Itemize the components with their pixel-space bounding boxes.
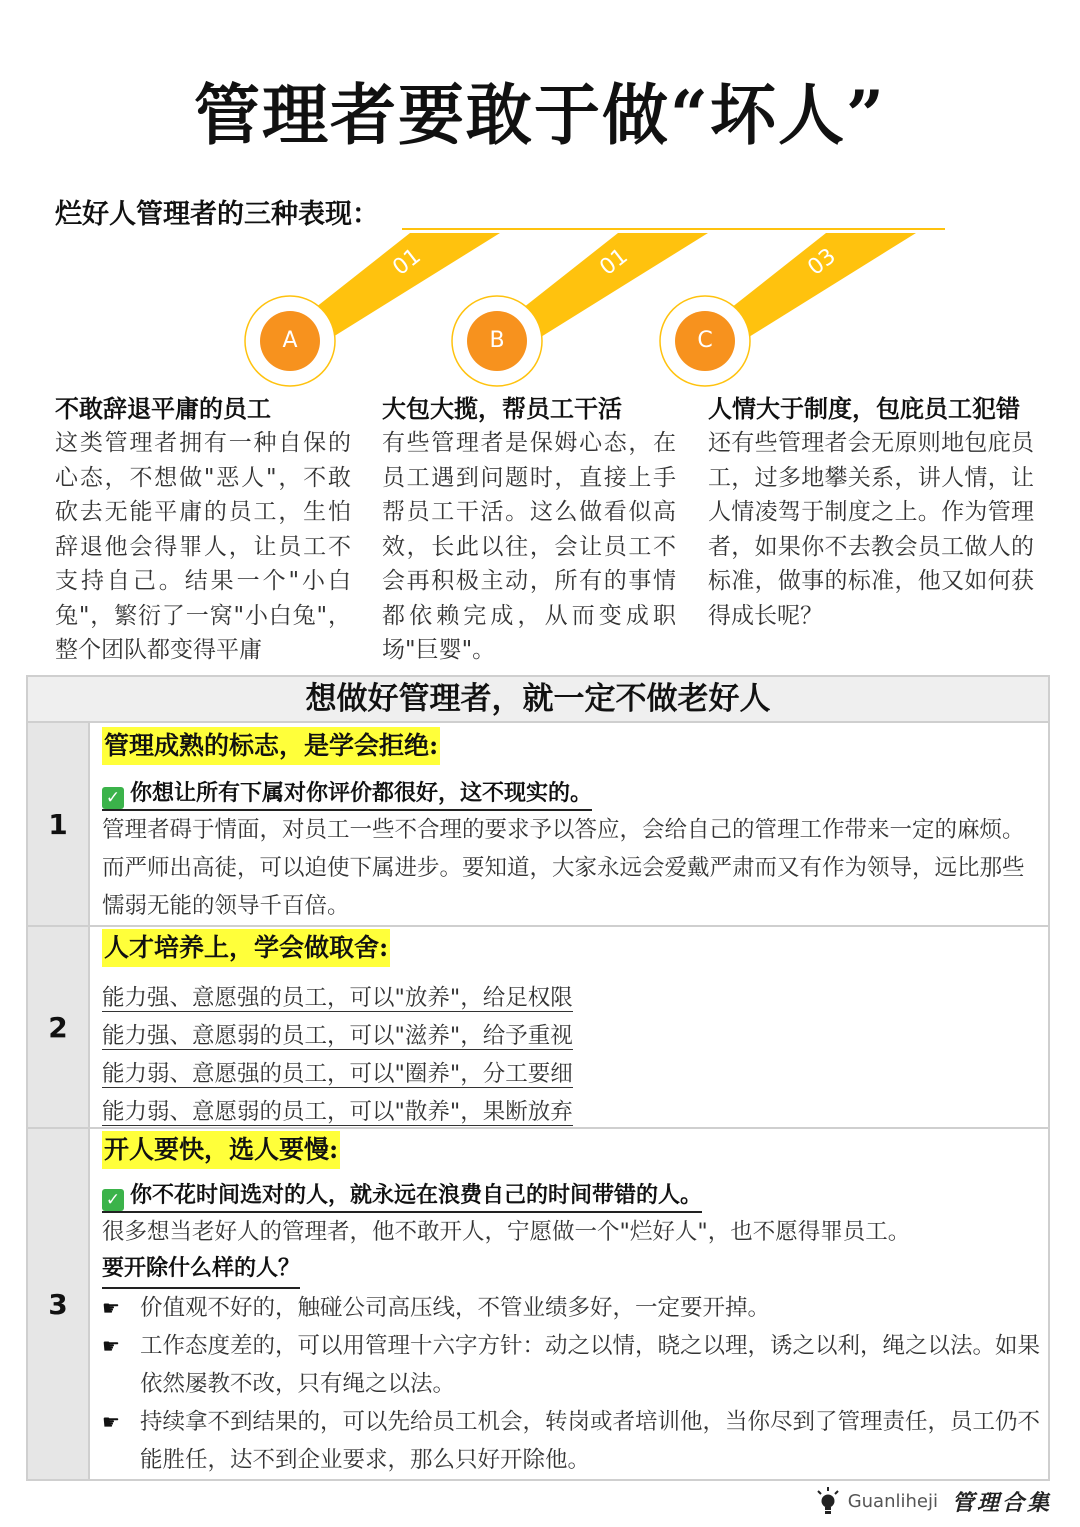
table-row [28,1129,1048,1479]
row-highlight: 开人要快，选人要慢: [102,1131,340,1169]
sub-question: 要开除什么样的人？ [102,1251,300,1289]
list-item: 能力弱、意愿强的员工，可以"圈养"，分工要细 [102,1061,573,1087]
pointing-hand-icon: ☛ [102,1334,120,1358]
table-header: 想做好管理者，就一定不做老好人 [28,677,1048,723]
ribbon-tag-b: 01 [595,243,633,281]
column-heading: 不敢辞退平庸的员工 [55,394,271,423]
column-b [382,392,676,668]
row-number: 1 [28,723,90,925]
table-row [28,927,1048,1129]
check-icon: ✓ [102,1189,124,1211]
list-item: ☛ 持续拿不到结果的，可以先给员工机会，转岗或者培训他，当你尽到了管理责任，员工仍不能胜任，达不到企业要求，那么只好开除他。 [102,1403,1040,1479]
subtitle: 烂好人管理者的三种表现： [55,199,379,230]
footer-brand [816,1486,1052,1517]
row-content [102,1129,1040,1479]
table-row [28,723,1048,927]
ribbon-tag-c: 03 [803,243,841,281]
row-content [102,927,1040,1131]
pointing-hand-icon: ☛ [102,1410,120,1434]
marker-letter-b: B [489,328,505,353]
column-heading: 人情大于制度，包庇员工犯错 [708,394,1020,423]
list-item: 能力弱、意愿弱的员工，可以"散养"，果断放弃 [102,1099,573,1125]
principles-table [26,675,1050,1481]
page-title: 管理者要敢于做“坏人” [194,76,886,154]
marker-letter-a: A [282,328,298,353]
decorative-banner [0,0,1080,400]
list-item: ☛ 工作态度差的，可以用管理十六字方针：动之以情，晓之以理，诱之以利，绳之以法。如果依然屡教不改，只有绳之以法。 [102,1327,1040,1403]
pointing-hand-icon: ☛ [102,1296,120,1320]
check-statement: ✓ 你不花时间选对的人，就永远在浪费自己的时间带错的人。 [102,1181,702,1213]
column-c [708,392,1034,633]
row-paragraph: 管理者碍于情面，对员工一些不合理的要求予以答应，会给自己的管理工作带来一定的麻烦。而严师出高徒，可以迫使下属进步。要知道，大家永远会爱戴严肃而又有作为领导，远比那些懦弱无能的领导千百倍。 [102,817,1025,919]
check-statement: ✓ 你想让所有下属对你评价都很好，这不现实的。 [102,779,592,811]
column-body: 这类管理者拥有一种自保的心态，不想做"恶人"，不敢砍去无能平庸的员工，生怕辞退他会得罪人，让员工不支持自己。结果一个"小白兔"，繁衍了一窝"小白兔"，整个团队都变得平庸 [55,430,351,663]
list-item: ☛ 价值观不好的，触碰公司高压线，不管业绩多好，一定要开掉。 [102,1289,1040,1327]
ribbon-tag-a: 01 [388,243,426,281]
column-body: 还有些管理者会无原则地包庇员工，过多地攀关系，讲人情，让人情凌驾于制度之上。作为管理者，如果你不去教会员工做人的标准，做事的标准，他又如何获得成长呢？ [708,430,1034,629]
column-body: 有些管理者是保姆心态，在员工遇到问题时，直接上手帮员工干活。这么做看似高效，长此以往，会让员工不会再积极主动，所有的事情都依赖完成，从而变成职场"巨婴"。 [382,430,676,663]
list-item: 能力强、意愿弱的员工，可以"滋养"，给予重视 [102,1023,573,1049]
row-content [102,723,1040,925]
lightbulb-icon [816,1487,840,1517]
list-item: 能力强、意愿强的员工，可以"放养"，给足权限 [102,985,573,1011]
column-a [55,392,351,668]
row-number: 2 [28,927,90,1127]
row-paragraph: 很多想当老好人的管理者，他不敢开人，宁愿做一个"烂好人"，也不愿得罪员工。 [102,1219,911,1245]
brand-english: Guanliheji [847,1491,938,1512]
row-highlight: 人才培养上，学会做取舍: [102,929,390,967]
check-icon: ✓ [102,787,124,809]
row-number: 3 [28,1129,90,1479]
marker-letter-c: C [697,328,713,353]
brand-chinese: 管理合集 [951,1490,1052,1516]
column-heading: 大包大揽，帮员工干活 [382,394,622,423]
row-highlight: 管理成熟的标志，是学会拒绝: [102,727,440,765]
